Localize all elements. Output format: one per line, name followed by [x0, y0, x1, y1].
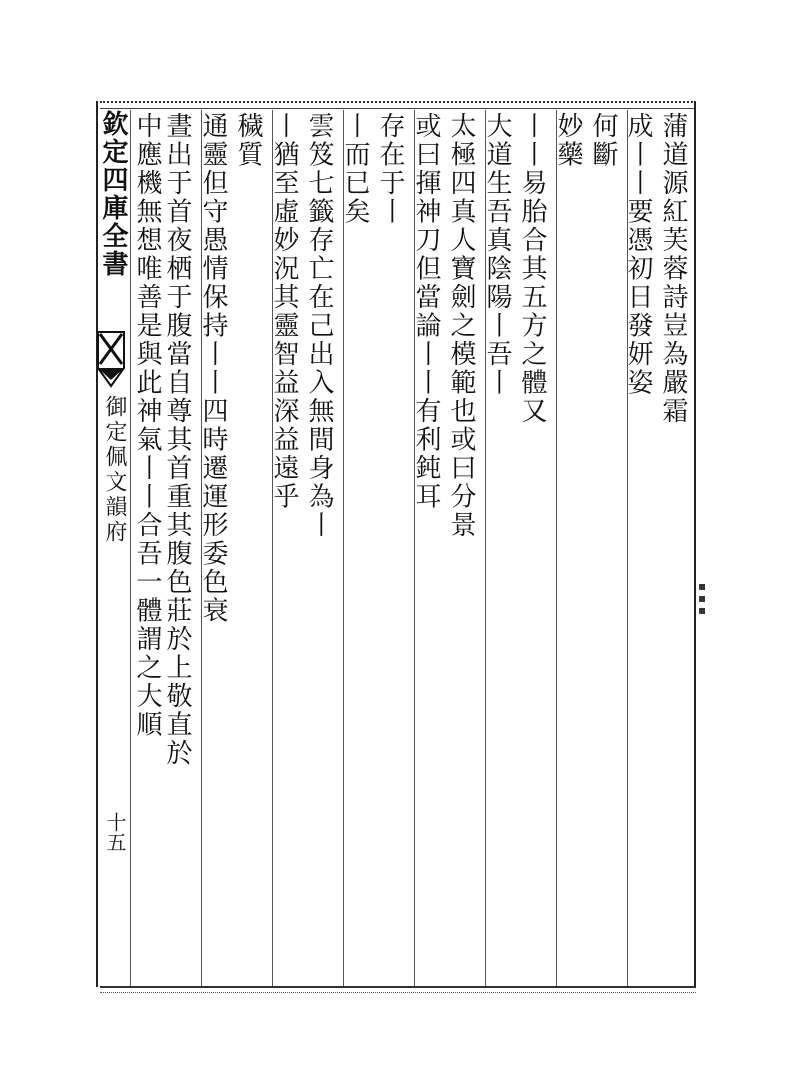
- text-column: 成丨丨要憑初日發妍姿: [623, 112, 653, 397]
- text-column: 妙藥: [553, 112, 583, 169]
- text-column: 晝出于首夜栖于腹當自尊其首重其腹色莊於上敬直於: [162, 112, 192, 768]
- text-column: 丨丨易胎合其五方之體又: [517, 112, 547, 426]
- bottom-border: [100, 986, 696, 988]
- text-column: 丨而已矣: [340, 112, 370, 226]
- decorative-marks: ▪ ▪ ▪: [698, 579, 707, 617]
- text-column: 存在于丨: [375, 112, 405, 226]
- text-column: 大道生吾真陰陽丨吾丨: [482, 112, 512, 397]
- text-column: 蒲道源紅芙蓉詩豈為嚴霜: [658, 112, 688, 426]
- bottom-border-dotted: [100, 992, 696, 993]
- right-border: [694, 101, 696, 987]
- text-column: 穢質: [233, 112, 263, 169]
- text-column: 太極四真人寶劍之模範也或曰分景: [446, 112, 476, 540]
- text-column: 雲笈七籤存亡在己出入無間身為丨: [304, 112, 334, 540]
- fish-tail-mark: [96, 328, 126, 390]
- margin-page-number: 十五: [103, 812, 127, 852]
- margin-header: 欽定四庫全書: [98, 110, 128, 278]
- margin-book-title: 御定佩文韻府: [102, 395, 127, 545]
- top-border-dotted: [100, 101, 696, 103]
- text-column: 通靈但守愚情保持丨丨四時遷運形委色衰: [198, 112, 228, 625]
- text-column: 或曰揮神刀但當論丨丨有利鈍耳: [411, 112, 441, 511]
- text-column: 何斷: [588, 112, 618, 169]
- top-border: [100, 108, 696, 109]
- text-column: 丨猶至虛妙況其靈智益深益遠乎: [269, 112, 299, 511]
- text-column: 中應機無想唯善是與此神氣丨丨合吾一體謂之大順: [132, 112, 162, 739]
